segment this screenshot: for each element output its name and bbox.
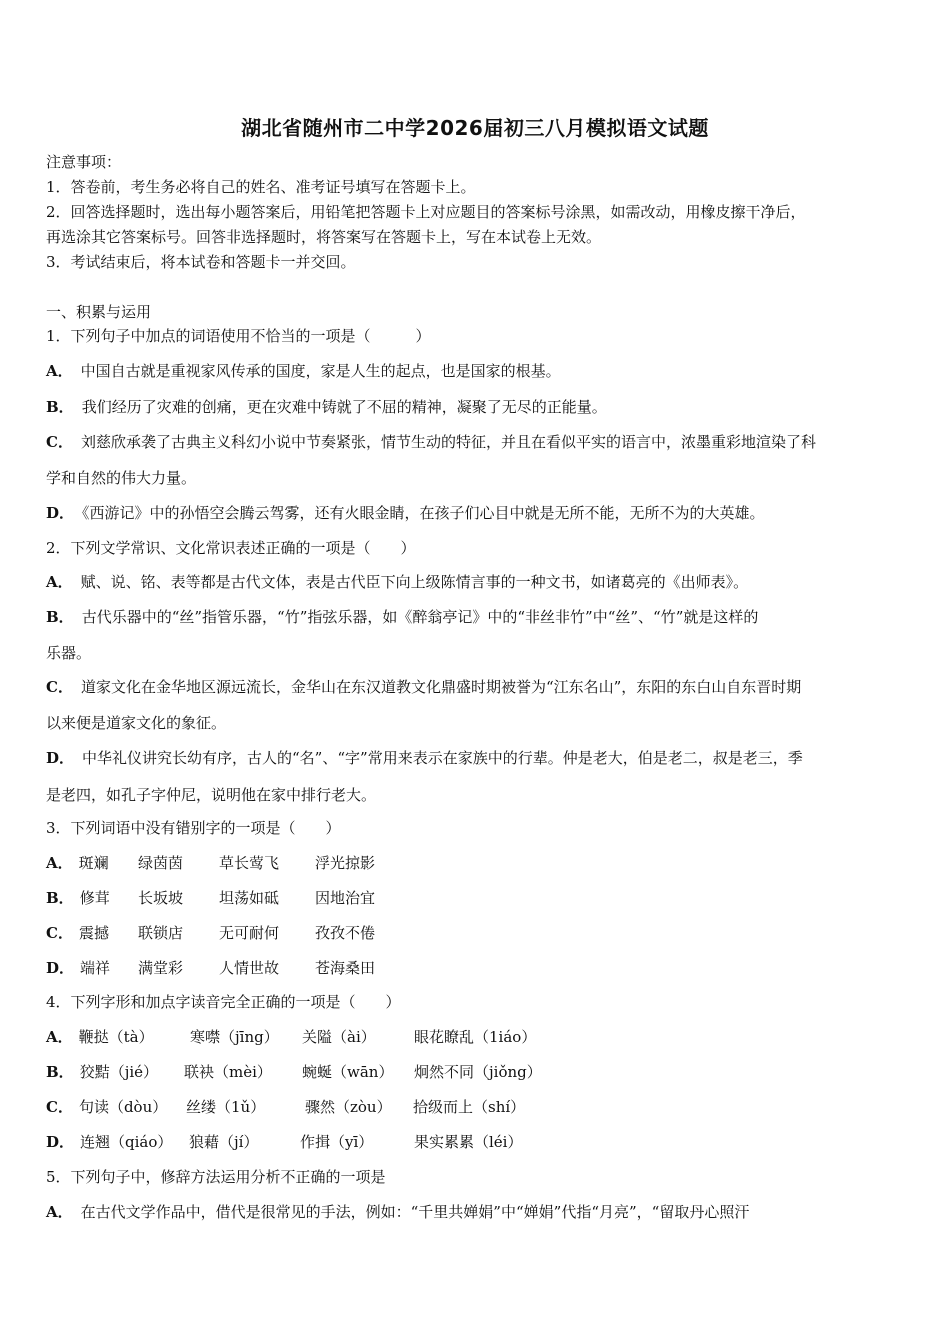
option-word: 坦荡如砥 (219, 889, 280, 907)
question-2-option-b-cont: 乐器。 (46, 644, 92, 662)
option-word: 绿茵茵 (138, 854, 184, 872)
option-label: D． (46, 1133, 75, 1151)
option-text: 中华礼仪讲究长幼有序，古人的“名”、“字”常用来表示在家族中的行辈。仲是老大，伯是老二，叔是老三，季 (82, 749, 803, 767)
exam-title: 湖北省随州市二中学2026届初三八月模拟语文试题 (241, 116, 709, 140)
option-label: C． (46, 1098, 73, 1116)
question-1-option-d (46, 503, 765, 523)
option-word: 联锁店 (138, 924, 184, 942)
option-word: 狼藉（jí） (189, 1133, 259, 1151)
notice-item-2-line-1: 2．回答选择题时，选出每小题答案后，用铅笔把答题卡上对应题目的答案标号涂黑，如需改动，用橡皮擦干净后， (46, 203, 806, 221)
option-word: 狡黠（jié） (79, 1063, 159, 1081)
option-word: 震撼 (78, 924, 109, 942)
option-label: A． (46, 1203, 73, 1221)
option-label: B． (46, 608, 74, 626)
option-label: A． (46, 854, 73, 872)
question-2-option-c (46, 677, 801, 697)
question-1-option-a (46, 361, 561, 381)
option-label: A． (46, 1028, 73, 1046)
option-word: 端祥 (80, 959, 111, 977)
option-word: 孜孜不倦 (315, 924, 376, 942)
question-2-option-a (46, 572, 748, 592)
option-word: 长坂坡 (138, 889, 184, 907)
option-text: 古代乐器中的“丝”指管乐器，“竹”指弦乐器，如《醉翁亭记》中的“非丝非竹”中“丝”、“竹”就是这样的 (81, 608, 759, 626)
option-word: 鞭挞（tà） (78, 1028, 154, 1046)
option-word: 炯然不同（jiǒng） (414, 1063, 542, 1081)
option-word: 果实累累（léi） (414, 1133, 523, 1151)
option-word: 眼花瞭乱（1iáo） (414, 1028, 537, 1046)
option-text: 赋、说、铭、表等都是古代文体，表是古代臣下向上级陈情言事的一种文书，如诸葛亮的《出师表》。 (80, 573, 749, 591)
option-label: B． (46, 889, 74, 907)
option-word: 满堂彩 (138, 959, 184, 977)
question-1-option-c-cont: 学和自然的伟大力量。 (46, 469, 197, 487)
option-word: 斑斓 (78, 854, 109, 872)
option-label: B． (46, 398, 74, 416)
option-label: D． (46, 959, 75, 977)
option-label: C． (46, 433, 73, 451)
option-word: 骤然（zòu） (305, 1098, 392, 1116)
question-2-option-d-cont: 是老四，如孔子字仲尼，说明他在家中排行老大。 (46, 786, 377, 804)
option-word: 关隘（ài） (302, 1028, 376, 1046)
question-2-option-c-cont: 以来便是道家文化的象征。 (46, 714, 227, 732)
question-2-option-b (46, 607, 758, 627)
option-text: 道家文化在金华地区源远流长，金华山在东汉道教文化鼎盛时期被誉为“江东名山”，东阳的东白山自东晋时期 (80, 678, 802, 696)
notice-heading: 注意事项： (46, 153, 122, 171)
option-text: 《西游记》中的孙悟空会腾云驾雾，还有火眼金睛，在孩子们心目中就是无所不能，无所不为的大英雄。 (82, 504, 765, 522)
option-word: 丝缕（1ǔ） (186, 1098, 266, 1116)
option-word: 因地治宜 (315, 889, 376, 907)
question-1-option-c (46, 432, 816, 452)
option-word: 人情世故 (219, 959, 280, 977)
notice-item-3: 3．考试结束后，将本试卷和答题卡一并交回。 (46, 253, 356, 271)
option-text: 中国自古就是重视家风传承的国度，家是人生的起点，也是国家的根基。 (80, 362, 561, 380)
option-label: D． (46, 749, 75, 767)
question-4-stem: 4．下列字形和加点字读音完全正确的一项是（ ） (46, 993, 401, 1011)
option-label: C． (46, 924, 73, 942)
question-1-option-b (46, 397, 607, 417)
option-word: 草长莺飞 (219, 854, 280, 872)
notice-item-1: 1．答卷前，考生务必将自己的姓名、准考证号填写在答题卡上。 (46, 178, 476, 196)
option-text: 在古代文学作品中，借代是很常见的手法，例如：“千里共婵娟”中“婵娟”代指“月亮”，“留取丹心照汗 (80, 1203, 750, 1221)
option-label: A． (46, 362, 73, 380)
option-word: 句读（dòu） (78, 1098, 168, 1116)
option-word: 联袂（mèi） (184, 1063, 272, 1081)
option-word: 浮光掠影 (315, 854, 376, 872)
option-text: 刘慈欣承袭了古典主义科幻小说中节奏紧张，情节生动的特征，并且在看似平实的语言中，浓墨重彩地渲染了科 (80, 433, 816, 451)
option-word: 修茸 (79, 889, 110, 907)
option-word: 蜿蜒（wān） (302, 1063, 394, 1081)
question-1-stem: 1．下列句子中加点的词语使用不恰当的一项是（ ） (46, 327, 431, 345)
option-label: A． (46, 573, 73, 591)
notice-item-2-line-2: 再选涂其它答案标号。回答非选择题时，将答案写在答题卡上，写在本试卷上无效。 (46, 228, 602, 246)
section-heading: 一、积累与运用 (46, 303, 152, 321)
option-word: 苍海桑田 (315, 959, 376, 977)
option-label: B． (46, 1063, 74, 1081)
option-word: 拾级而上（shí） (413, 1098, 526, 1116)
question-2-stem: 2．下列文学常识、文化常识表述正确的一项是（ ） (46, 539, 416, 557)
option-word: 无可耐何 (219, 924, 280, 942)
option-text: 我们经历了灾难的创痛，更在灾难中铸就了不屈的精神，凝聚了无尽的正能量。 (81, 398, 607, 416)
question-5-stem: 5．下列句子中，修辞方法运用分析不正确的一项是 (46, 1168, 386, 1186)
option-word: 作揖（yī） (300, 1133, 374, 1151)
question-2-option-d (46, 748, 803, 768)
option-label: C． (46, 678, 73, 696)
option-word: 寒噤（jīng） (190, 1028, 279, 1046)
option-word: 连翘（qiáo） (80, 1133, 173, 1151)
option-label: D． (46, 504, 75, 522)
question-3-stem: 3．下列词语中没有错别字的一项是（ ） (46, 819, 341, 837)
question-5-option-a (46, 1202, 749, 1222)
